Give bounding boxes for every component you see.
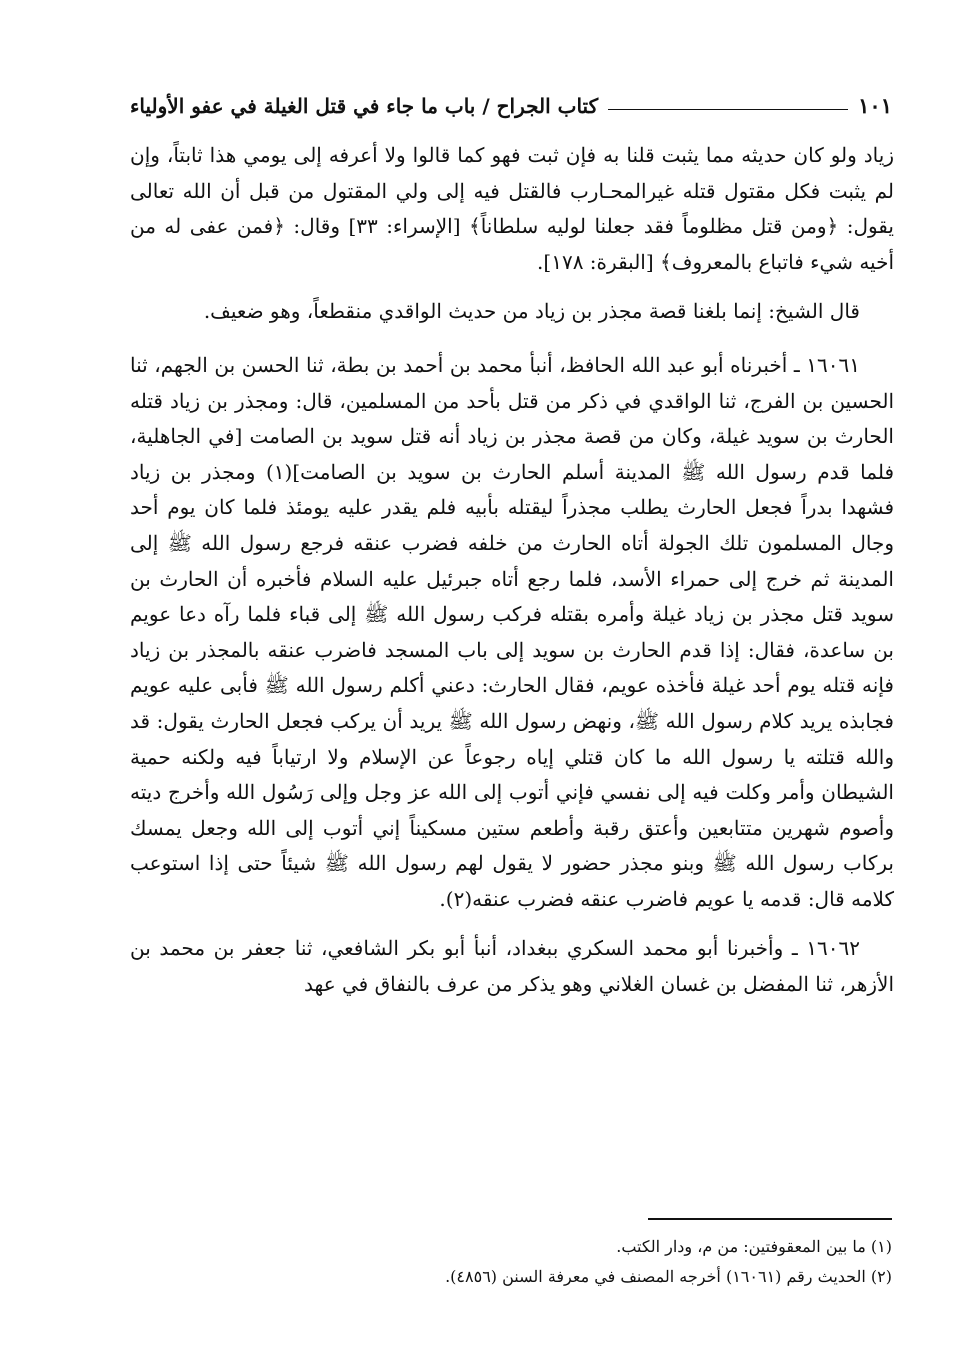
paragraph-continuation: زياد ولو كان حديثه مما يثبت قلنا به فإن ثبت فهو كما قالوا ولا أعرفه إلى يومي هذا ثابتاً، وإن لم يثبت فكل مقتول قتله غيرالمحـارب فالقتل فيه إلى ولي المقتول من قبل أن الله تعالى يقول: ﴿ومن قتل مظلوماً فقد جعلنا لوليه سلطاناً﴾ [الإسراء: ٣٣] وقال: ﴿فمن عفى له من أخيه شيء فاتباع بالمعروف﴾ [البقرة: ١٧٨].: [130, 143, 894, 274]
running-header: [130, 82, 892, 122]
paragraph-hadith-16061: ١٦٠٦١ ـ أخبرناه أبو عبد الله الحافظ، أنبأ محمد بن أحمد بن بطة، ثنا الحسن بن الجهم، ثنا الحسين بن الفرج، ثنا الواقدي في ذكر من قتل بأحد من المسلمين، قال: ومجذر بن زياد قتله الحارث بن سويد غيلة، وكان من قصة مجذر بن زياد أنه قتل سويد بن الصامت [في الجاهلية، فلما قدم رسول الله ﷺ المدينة أسلم الحارث بن سويد بن الصامت](١) ومجذر بن زياد فشهدا بدراً فجعل الحارث يطلب مجذراً ليقتله بأبيه فلم يقدر عليه يومئذ فلما كان يوم أحد وجال المسلمون تلك الجولة أتاه الحارث من خلفه فضرب عنقه فرجع رسول الله ﷺ إلى المدينة ثم خرج إلى حمراء الأسد، فلما رجع أتاه جبرئيل عليه السلام فأخبره أن الحارث بن سويد قتل مجذر بن زياد غيلة وأمره بقتله فركب رسول الله ﷺ إلى قباء فلما رآه دعا عويم بن ساعدة، فقال: إذا قدم الحارث بن سويد إلى باب المسجد فاضرب عنقه بالمجذر بن زياد فإنه قتله يوم أحد غيلة فأخذه عويم، فقال الحارث: دعني أكلم رسول الله ﷺ فأبى عليه عويم فجابذه يريد كلام رسول الله ﷺ، ونهض رسول الله ﷺ يريد أن يركب فجعل الحارث يقول: قد والله قتلته يا رسول الله ما كان قتلي إياه رجوعاً عن الإسلام ولا ارتياباً فيه ولكنه حمية الشيطان وأمر وكلت فيه إلى نفسي فإني أتوب إلى الله عز وجل وإلى رَسُول الله وأخرج ديته وأصوم شهرين متتابعين وأعتق رقبة وأطعم ستين مسكيناً إني أتوب إلى الله وجعل يمسك بركاب رسول الله ﷺ وبنو مجذر حضور لا يقول لهم رسول الله ﷺ شيئاً حتى إذا استوعب كلامه قال: قدمه يا عويم فاضرب عنقه فضرب عنقه(٢).: [130, 352, 894, 911]
footnote-2: (٢) الحديث رقم (١٦٠٦١) أخرجه المصنف في معرفة السنن (٤٨٥٦).: [445, 1267, 892, 1286]
page-number: ١٠١: [858, 93, 892, 118]
main-text: [130, 138, 894, 1017]
paragraph-sheikh-comment: قال الشيخ: إنما بلغنا قصة مجذر بن زياد من حديث الواقدي منقطعاً، وهو ضعيف.: [203, 299, 860, 324]
footnote-1: (١) ما بين المعقوفتين: من م، ودار الكتب.: [616, 1237, 892, 1256]
paragraph-hadith-16062: ١٦٠٦٢ ـ وأخبرنا أبو محمد السكري ببغداد، أنبأ أبو بكر الشافعي، ثنا جعفر بن محمد بن الأزهر، ثنا المفضل بن غسان الغلاني وهو يذكر من عرف بالنفاق في عهد: [130, 936, 894, 997]
header-title: كتاب الجراح / باب ما جاء في قتل الغيلة في عفو الأولياء: [130, 94, 599, 118]
header-rule: [608, 109, 848, 110]
footnotes: [130, 1232, 892, 1292]
footnote-rule: [648, 1218, 892, 1220]
